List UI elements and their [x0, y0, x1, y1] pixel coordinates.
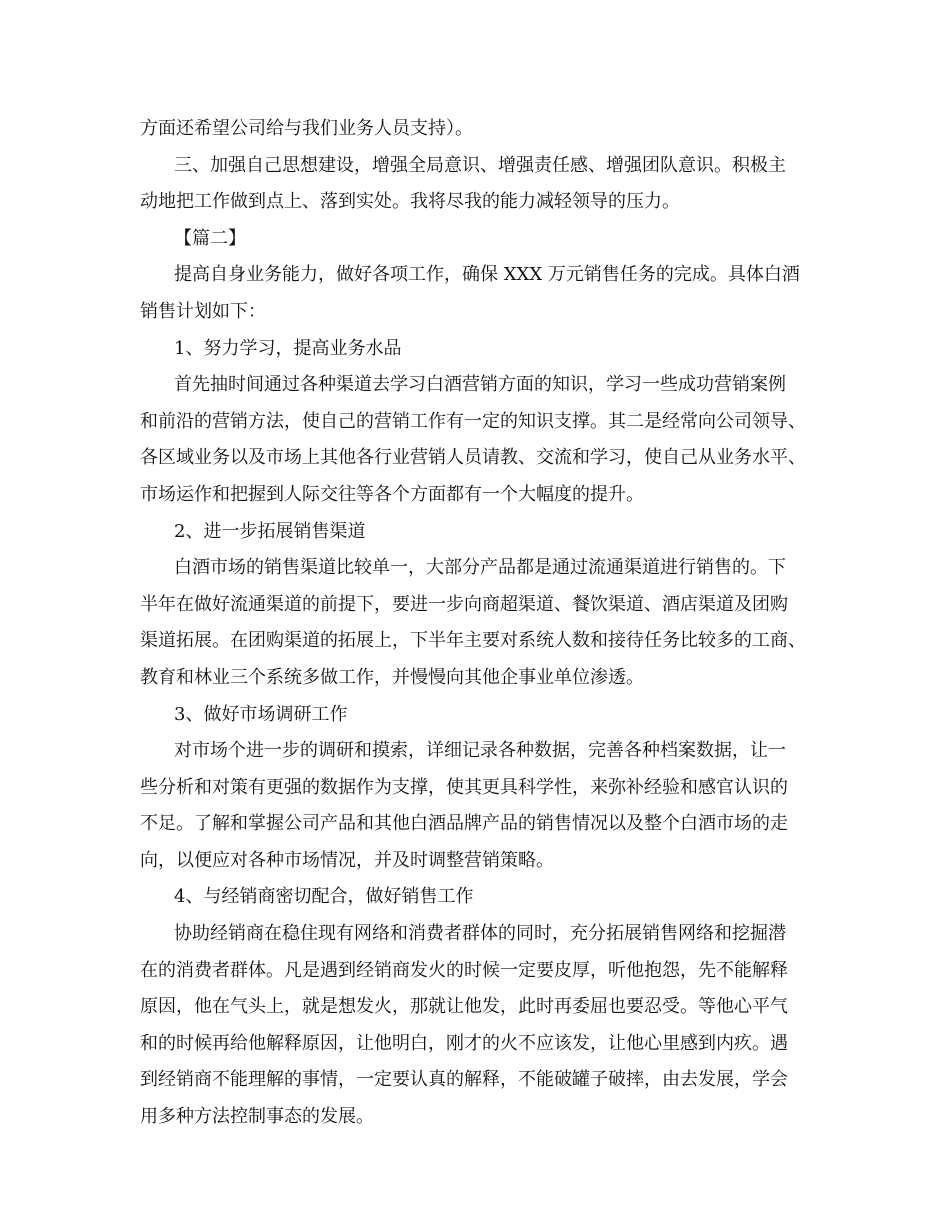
paragraph-line: 对市场个进一步的调研和摸索，详细记录各种数据，完善各种档案数据，让一 [174, 740, 786, 762]
paragraph-line: 渠道拓展。在团购渠道的拓展上，下半年主要对系统人数和接待任务比较多的工商、 [140, 630, 806, 652]
paragraph-line: 首先抽时间通过各种渠道去学习白酒营销方面的知识，学习一些成功营销案例 [174, 374, 786, 396]
paragraph-line: 教育和林业三个系统多做工作，并慢慢向其他企事业单位渗透。 [140, 666, 644, 688]
section-heading: 【篇二】 [174, 227, 246, 249]
paragraph-line: 不足。了解和掌握公司产品和其他白酒品牌产品的销售情况以及整个白酒市场的走 [140, 813, 788, 835]
paragraph-line: 在的消费者群体。凡是遇到经销商发火的时候一定要皮厚，听他抱怨，先不能解释 [140, 959, 788, 981]
paragraph-line: 协助经销商在稳住现有网络和消费者群体的同时，充分拓展销售网络和挖掘潜 [174, 923, 786, 945]
paragraph-line: 提高自身业务能力，做好各项工作，确保 XXX 万元销售任务的完成。具体白酒 [174, 264, 800, 286]
paragraph-line: 市场运作和把握到人际交往等各个方面都有一个大幅度的提升。 [140, 483, 644, 505]
paragraph-line: 到经销商不能理解的事情，一定要认真的解释，不能破罐子破摔，由去发展，学会 [140, 1069, 788, 1091]
section-heading: 1、努力学习，提高业务水品 [174, 337, 402, 359]
paragraph-line: 白酒市场的销售渠道比较单一，大部分产品都是通过流通渠道进行销售的。下 [174, 557, 786, 579]
paragraph-line: 半年在做好流通渠道的前提下，要进一步向商超渠道、餐饮渠道、酒店渠道及团购 [140, 593, 788, 615]
paragraph-line: 各区域业务以及市场上其他各行业营销人员请教、交流和学习，使自己从业务水平、 [140, 447, 806, 469]
paragraph-line: 三、加强自己思想建设，增强全局意识、增强责任感、增强团队意识。积极主 [174, 154, 786, 176]
paragraph-line: 原因，他在气头上，就是想发火，那就让他发，此时再委屈也要忍受。等他心平气 [140, 996, 788, 1018]
paragraph-line: 销售计划如下： [140, 300, 266, 322]
paragraph-line: 和的时候再给他解释原因，让他明白，刚才的火不应该发，让他心里感到内疚。遇 [140, 1032, 788, 1054]
paragraph-line: 动地把工作做到点上、落到实处。我将尽我的能力减轻领导的压力。 [140, 191, 680, 213]
paragraph-line: 些分析和对策有更强的数据作为支撑，使其更具科学性，来弥补经验和感官认识的 [140, 776, 788, 798]
document-body [140, 111, 820, 1136]
section-heading: 2、进一步拓展销售渠道 [174, 520, 366, 542]
paragraph-line: 方面还希望公司给与我们业务人员支持）。 [140, 118, 473, 139]
section-heading: 4、与经销商密切配合，做好销售工作 [174, 886, 474, 908]
paragraph-line: 用多种方法控制事态的发展。 [140, 1106, 374, 1128]
paragraph-line: 向，以便应对各种市场情况，并及时调整营销策略。 [140, 849, 554, 871]
section-heading: 3、做好市场调研工作 [174, 703, 348, 725]
paragraph-line: 和前沿的营销方法，使自己的营销工作有一定的知识支撑。其二是经常向公司领导、 [140, 410, 806, 432]
